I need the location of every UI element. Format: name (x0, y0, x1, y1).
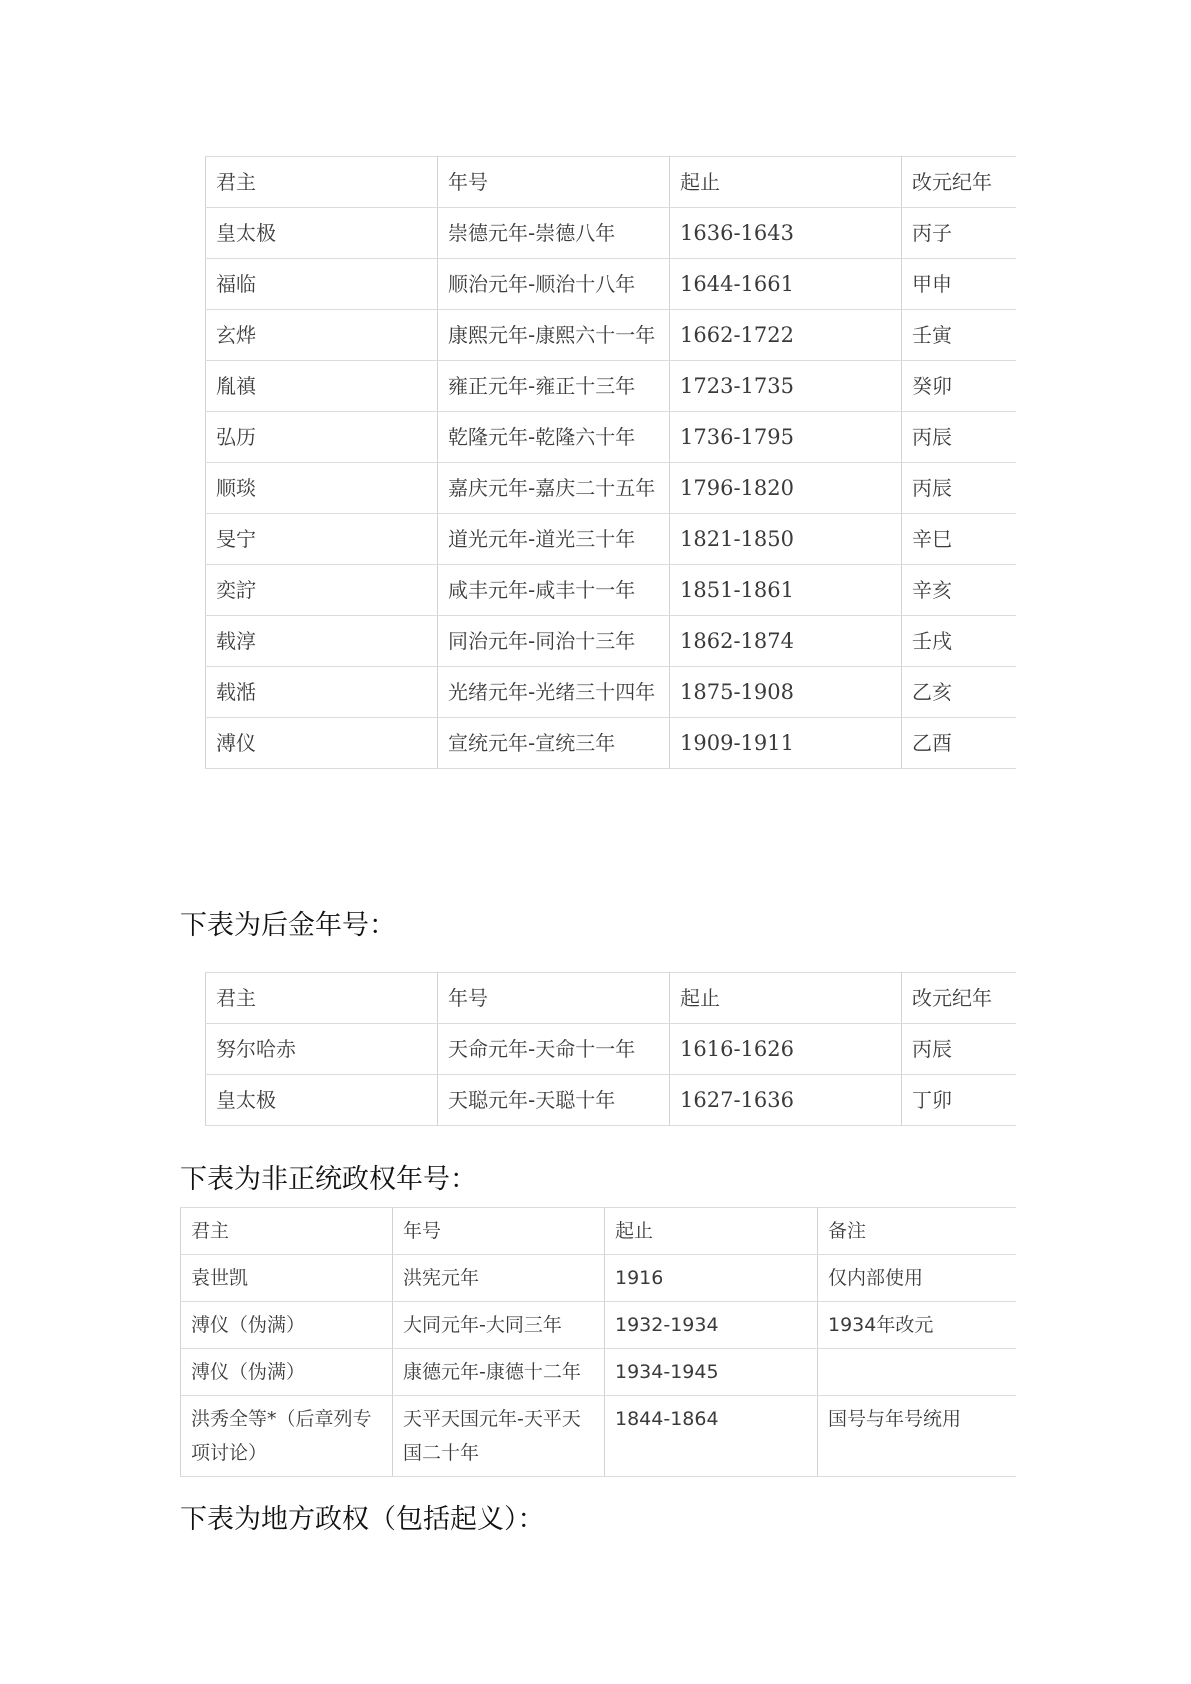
table-cell: 甲申 (902, 259, 1016, 310)
table-cell: 顺琰 (206, 463, 438, 514)
other-reign-table (180, 1207, 1016, 1477)
table-row (206, 1075, 1016, 1126)
table-row (181, 1302, 1016, 1349)
table-cell: 康熙元年-康熙六十一年 (438, 310, 670, 361)
table-cell: 溥仪（伪满） (181, 1302, 393, 1349)
table-header-cell: 起止 (670, 157, 902, 208)
table-row (206, 412, 1016, 463)
table-cell: 1909-1911 (670, 718, 902, 769)
table-cell: 1932-1934 (605, 1302, 818, 1349)
table-cell: 辛亥 (902, 565, 1016, 616)
table-cell: 袁世凯 (181, 1255, 393, 1302)
other-reign-table-body (181, 1208, 1016, 1477)
table-cell: 乙亥 (902, 667, 1016, 718)
table-header-cell: 备注 (818, 1208, 1016, 1255)
table-cell: 辛巳 (902, 514, 1016, 565)
table-cell: 洪宪元年 (393, 1255, 605, 1302)
table-cell: 1723-1735 (670, 361, 902, 412)
table-row (181, 1396, 1016, 1477)
table-row (206, 259, 1016, 310)
table-cell: 天平天国元年-天平天国二十年 (393, 1396, 605, 1477)
table-header-cell: 年号 (438, 973, 670, 1024)
table-cell: 1627-1636 (670, 1075, 902, 1126)
table-cell: 癸卯 (902, 361, 1016, 412)
caption-houjin: 下表为后金年号： (180, 910, 396, 941)
table-cell: 皇太极 (206, 208, 438, 259)
table-header-row (206, 157, 1016, 208)
table-row (206, 361, 1016, 412)
table-cell: 嘉庆元年-嘉庆二十五年 (438, 463, 670, 514)
table-cell: 壬寅 (902, 310, 1016, 361)
table-cell: 崇德元年-崇德八年 (438, 208, 670, 259)
table-cell: 天聪元年-天聪十年 (438, 1075, 670, 1126)
table-cell: 弘历 (206, 412, 438, 463)
table-cell: 福临 (206, 259, 438, 310)
table-cell: 1644-1661 (670, 259, 902, 310)
table-row (181, 1255, 1016, 1302)
table-row (206, 310, 1016, 361)
table-header-cell: 改元纪年 (902, 973, 1016, 1024)
table-cell: 胤禛 (206, 361, 438, 412)
table-cell: 雍正元年-雍正十三年 (438, 361, 670, 412)
table-header-cell: 君主 (181, 1208, 393, 1255)
qing-reign-table (205, 156, 1016, 769)
table-cell: 载湉 (206, 667, 438, 718)
table-cell: 顺治元年-顺治十八年 (438, 259, 670, 310)
table-cell: 努尔哈赤 (206, 1024, 438, 1075)
table-cell: 溥仪 (206, 718, 438, 769)
table-row (206, 463, 1016, 514)
table-cell: 1934年改元 (818, 1302, 1016, 1349)
table-row (181, 1349, 1016, 1396)
caption-other: 下表为非正统政权年号： (180, 1164, 477, 1195)
table-header-row (206, 973, 1016, 1024)
table-cell: 玄烨 (206, 310, 438, 361)
table-row (206, 718, 1016, 769)
houjin-reign-table-body (206, 973, 1016, 1126)
table-cell: 溥仪（伪满） (181, 1349, 393, 1396)
table-cell: 奕詝 (206, 565, 438, 616)
table-row (206, 565, 1016, 616)
table-cell: 1736-1795 (670, 412, 902, 463)
table-cell: 1934-1945 (605, 1349, 818, 1396)
table-cell: 同治元年-同治十三年 (438, 616, 670, 667)
table-cell: 道光元年-道光三十年 (438, 514, 670, 565)
caption-local: 下表为地方政权（包括起义）： (180, 1504, 545, 1535)
houjin-reign-table (205, 972, 1016, 1126)
table-cell: 1616-1626 (670, 1024, 902, 1075)
table-cell: 1796-1820 (670, 463, 902, 514)
table-cell: 1821-1850 (670, 514, 902, 565)
table-cell: 旻宁 (206, 514, 438, 565)
table-cell: 1844-1864 (605, 1396, 818, 1477)
table-cell: 丙子 (902, 208, 1016, 259)
table-cell: 丙辰 (902, 463, 1016, 514)
table-cell: 皇太极 (206, 1075, 438, 1126)
table-cell: 1875-1908 (670, 667, 902, 718)
table-header-cell: 年号 (393, 1208, 605, 1255)
table-cell: 丙辰 (902, 412, 1016, 463)
table-cell: 1851-1861 (670, 565, 902, 616)
qing-reign-table-body (206, 157, 1016, 769)
table-cell: 乙酉 (902, 718, 1016, 769)
table-row (206, 1024, 1016, 1075)
table-cell: 咸丰元年-咸丰十一年 (438, 565, 670, 616)
table-cell: 1636-1643 (670, 208, 902, 259)
table-cell: 仅内部使用 (818, 1255, 1016, 1302)
table-cell (818, 1349, 1016, 1396)
table-cell: 大同元年-大同三年 (393, 1302, 605, 1349)
table-cell: 壬戌 (902, 616, 1016, 667)
table-cell: 光绪元年-光绪三十四年 (438, 667, 670, 718)
table-cell: 丁卯 (902, 1075, 1016, 1126)
table-header-cell: 起止 (670, 973, 902, 1024)
table-header-cell: 君主 (206, 157, 438, 208)
table-row (206, 616, 1016, 667)
table-header-cell: 年号 (438, 157, 670, 208)
table-cell: 丙辰 (902, 1024, 1016, 1075)
table-cell: 国号与年号统用 (818, 1396, 1016, 1477)
table-cell: 1662-1722 (670, 310, 902, 361)
table-cell: 载淳 (206, 616, 438, 667)
table-cell: 宣统元年-宣统三年 (438, 718, 670, 769)
table-row (206, 514, 1016, 565)
table-cell: 1916 (605, 1255, 818, 1302)
table-row (206, 667, 1016, 718)
table-header-cell: 起止 (605, 1208, 818, 1255)
table-cell: 乾隆元年-乾隆六十年 (438, 412, 670, 463)
table-header-row (181, 1208, 1016, 1255)
table-cell: 洪秀全等*（后章列专项讨论） (181, 1396, 393, 1477)
table-row (206, 208, 1016, 259)
table-cell: 1862-1874 (670, 616, 902, 667)
table-header-cell: 改元纪年 (902, 157, 1016, 208)
table-cell: 康德元年-康德十二年 (393, 1349, 605, 1396)
table-header-cell: 君主 (206, 973, 438, 1024)
table-cell: 天命元年-天命十一年 (438, 1024, 670, 1075)
